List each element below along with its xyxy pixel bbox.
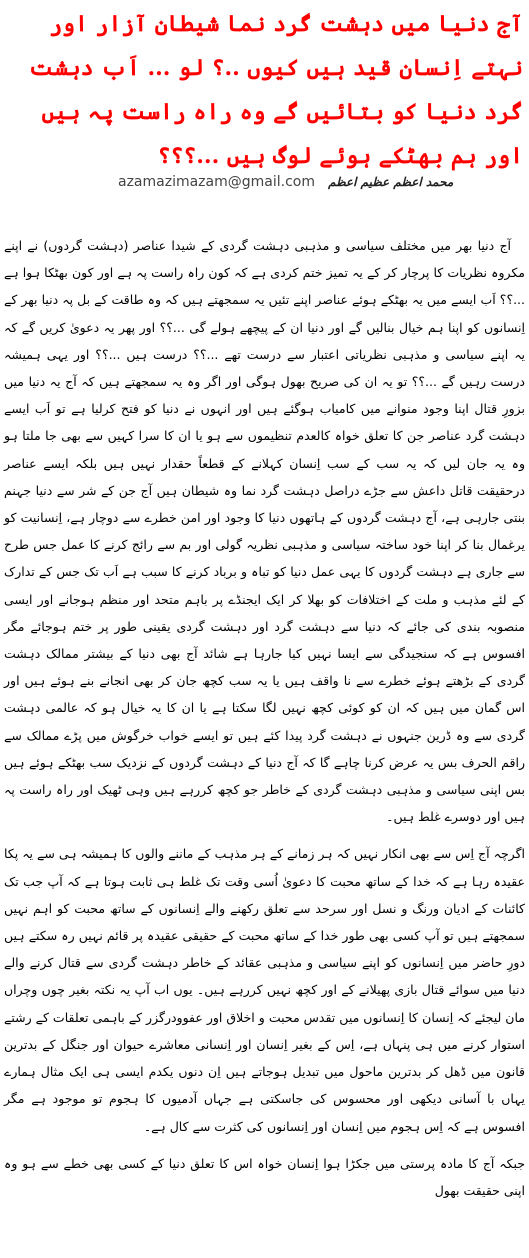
- article-paragraph: آج دنیا بھر میں مختلف سیاسی و مذہبی دہشت گردی کے شیدا عناصر (دہشت گردوں) نے اپنے مکروہ نظریات کا پرچار کر کے یہ تمیز ختم کردی ہے کہ کون راہ راست پہ ہے اور کون بھٹکا ہوا ہے ...؟؟ اَب ایسے میں یہ بھٹکے ہوئے عناصر اپنے تئیں یہ سمجھتے ہیں کہ وہ طاقت کے بل پہ دنیا بھر کے اِنسانوں کو اپنا ہم خیال بنالیں گے اور دنیا ان کے پیچھے ہولے گی ...؟؟ اور پھر یہ دعویٰ کریں گے کہ یہ اپنے سیاسی و مذہبی نظریاتی اعتبار سے درست تھے ...؟؟ درست ہیں ...؟؟ اور یہی ہمیشہ درست رہیں گے ...؟؟ تو یہ ان کی صریح بھول ہوگی اور اگر وہ یہ سمجھتے ہیں کہ آج یہ دنیا میں بزورِ قتال اپنا وجود منوانے میں کامیاب ہوگئے ہیں اور انہوں نے دنیا کو فتح کرلیا ہے تو اَب ایسے دہشت گرد عناصر جن کا تعلق خواہ کالعدم تنظیموں سے ہو یا ان کا سرا کہیں سے بھی جا ملتا ہو وہ یہ جان لیں کہ یہ سب کے سب اِنسان کہلانے کے قطعاً حقدار نہیں ہیں بلکہ ایسے عناصر درحقیقت قاتل داعش سے جڑے دراصل دہشت گرد نما وہ شیطان ہیں آج جن کے شر سے دنیا جہنم بنتی جارہی ہے، آج دہشت گردوں کے ہاتھوں دنیا کا وجود اور امن خطرے سے دوچار ہے، اِنسانیت کو یرغمال بنا کر اپنا خود ساختہ سیاسی و مذہبی نظریہ گولی اور بم سے رائج کرنے کا عمل جس طرح سے جاری ہے دہشت گردوں کا یہی عمل دنیا کو تباہ و برباد کرنے کا سبب ہے اَب تک جس کے تدارک کے لئے مذہب و ملت کے اختلافات کو بھلا کر ایک ایجنڈے پر باہم متحد اور منظم ہوجانے اور ایسی منصوبہ بندی کی جائے کہ دنیا سے دہشت گرد اور دہشت گردی یقینی طور پر ختم ہوجائے مگر افسوس ہے کہ سنجیدگی سے ایسا نہیں کیا جارہا ہے شائد آج بھی دنیا کے بیشتر ممالک دہشت گردی کے بڑھتے ہوئے خطرے سے نا واقف ہیں یا یہ سب کچھ جان کر بھی انجانے بنے ہوئے ہیں اور اس گمان میں ہیں کہ ان کو کوئی کچھ نہیں لگا سکتا ہے یا ان کا یہ خیال ہو کہ عالمی دہشت گردی سے وہ ڈرین جنہوں نے دہشت گرد پیدا کئے ہیں تو ایسے خواب خرگوش میں پڑے ممالک سے راقم الحرف بس یہ عرض کرنا چاہے گا کہ آج دنیا کے دہشت گردوں کے نزدیک سب بھٹکے ہوئے ہیں بس اپنی سیاسی و مذہبی دہشت گردی کے خاطر جو کچھ کررہے ہیں وہی ٹھیک اور راہ راست پہ ہیں اور دوسرے غلط ہیں۔: [4, 238, 525, 825]
- article-headline: آج دنیا میں دہشت گرد نما شیطان آزار اور نہتے اِنسان قید ہیں کیوں ..؟ لو ... اَب دہشت گرد دنیا کو بتائیں گے وہ راہ راست پہ ہیں اور ہم بھٹکے ہوئے لوگ ہیں ...؟؟؟: [29, 11, 523, 169]
- article-body: [4, 232, 525, 1214]
- article-paragraph: جبکہ آج کا مادہ پرستی میں جکڑا ہوا اِنسان خواہ اس کا تعلق دنیا کے کسی بھی خطے سے ہو وہ اپنی حقیقت بھول: [4, 1155, 525, 1198]
- byline: [118, 171, 453, 190]
- author-name: محمد اعظم عظیم اعظم: [328, 175, 454, 189]
- author-email: azamazimazam@gmail.com: [118, 174, 315, 190]
- article-paragraph: اگرچہ آج اِس سے بھی انکار نہیں کہ ہر زمانے کے ہر مذہب کے ماننے والوں کا ہمیشہ ہی سے یہ پکا عقیدہ رہا ہے کہ خدا کے ساتھ محبت کا دعویٰ اُسی وقت تک غلط ہی ثابت ہوتا ہے کہ آپ جب تک کائنات کے ادیان ورنگ و نسل اور سرحد سے تعلق رکھنے والے اِنسانوں کے ساتھ محبت کو اہم نہیں سمجھتے ہیں تو آپ کسی بھی طور خدا کے ساتھ محبت کے حقیقی عقیدہ پر قائم نہیں رہ سکتے ہیں دورِ حاضر میں اِنسانوں کو اپنے سیاسی و مذہبی عقائد کے خاطر دہشت گردی سے قتال کرنے والے دنیا میں سوائے قتال بازی پھیلانے کے اور کچھ نہیں کررہے ہیں۔ یوں اب آپ یہ نکتہ بغیر چوں وچراں مان لیجئے کہ اِنسان کا اِنسانوں میں تقدس محبت و اخلاق اور عفوودرگزر کے باہمی تعلقات کے رشتے استوار کرنے میں ہی پنہاں ہے، اِس کے بغیر اِنسان اور اِنسانی معاشرے حیوان اور جنگل کے بدترین قانون میں ڈھل کر بدترین ماحول میں تبدیل ہوجاتے ہیں اِن دنوں یکدم ایسی ہی ایک مثال ہمارے یہاں با آسانی دیکھی اور محسوس کی جاسکتی ہے جہاں آدمیوں کا ہجوم تو موجود ہے مگر افسوس ہے کہ اِس ہجوم میں اِنسان اور اِنسانوں کی کثرت سے کال ہے۔: [4, 846, 525, 1134]
